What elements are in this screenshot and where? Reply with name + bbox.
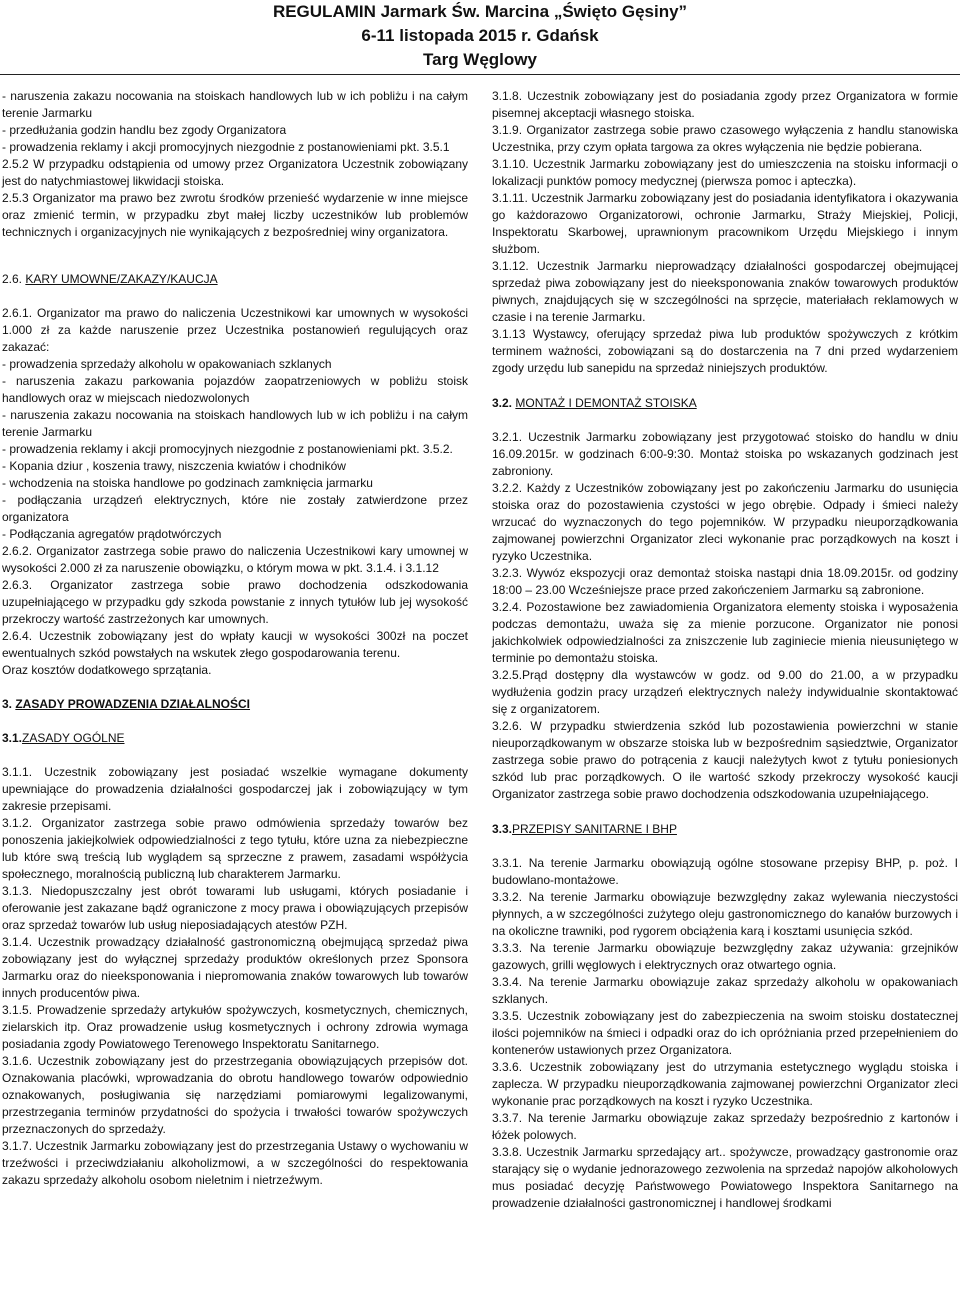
paragraph: - naruszenia zakazu nocowania na stoiskach handlowych lub w ich pobliżu i na całym terenie Jarmarku xyxy=(2,89,468,120)
section-heading-3-3 xyxy=(492,821,958,838)
paragraph: 3.2.4. Pozostawione bez zawiadomienia Organizatora elementy stoiska i wyposażenia podczas demontażu, uważa się za mienie porzucone. Organizator nie ponosi jakichkolwiek odpowiedzialności za zniszczenie lub zaginiecie mienia nieusuniętego w terminie po demontażu stoiska. xyxy=(492,600,958,665)
section-heading-2-6 xyxy=(2,271,468,288)
section-heading-3-2 xyxy=(492,395,958,412)
paragraph: 3.2.1. Uczestnik Jarmarku zobowiązany jest przygotować stoisko do handlu w dniu 16.09.2015r. w godzinach 6:00-9:30. Montaż stoiska po wskazanych godzinach jest zabroniony. xyxy=(492,430,958,478)
paragraph: 3.3.8. Uczestnik Jarmarku sprzedający art.. spożywcze, prowadzący gastronomie oraz starający się o wydanie jednorazowego zezwolenia na sprzedaż napojów alkoholowych mus posiadać decyzję Państwowego Powiatowego Inspektora Sanitarnego na prowadzenie działalności gastronomicznej i handlowej środkami xyxy=(492,1145,958,1210)
paragraph: 2.5.3 Organizator ma prawo bez zwrotu środków przenieść wydarzenie w inne miejsce oraz zmienić termin, w przypadku zbyt małej liczby uczestników lub problemów technicznych i organizacyjnych nie wynikających z bezpośredniej winy organizatora. xyxy=(2,191,468,239)
paragraph: 2.6.3. Organizator zastrzega sobie prawo dochodzenia odszkodowania uzupełniającego w przypadku gdy szkoda powstanie z innych tytułów lub jej wysokość przekroczy wartość zastrzeżonych kar umownych. xyxy=(2,578,468,626)
paragraph: 3.1.3. Niedopuszczalny jest obrót towarami lub usługami, których posiadanie i oferowanie jest zakazane bądź ograniczone z mocy prawa i obowiązujących przepisów oraz sprzedaż towarów lub usług nieposiadających atestów PZH. xyxy=(2,884,468,932)
paragraph: 3.1.1. Uczestnik zobowiązany jest posiadać wszelkie wymagane dokumenty upewniające do prowadzenia działalności gospodarczej jak i zobowiązujący w tym zakresie przepisami. xyxy=(2,765,468,813)
paragraph: 3.3.3. Na terenie Jarmarku obowiązuje bezwzględny zakaz używania: grzejników gazowych, grilli węglowych i elektrycznych oraz otwartego ognia. xyxy=(492,941,958,972)
paragraph: 2.6.4. Uczestnik zobowiązany jest do wpłaty kaucji w wysokości 300zł na poczet ewentualnych szkód powstałych na wskutek złego gospodarowania terenu. xyxy=(2,629,468,660)
paragraph: 3.1.4. Uczestnik prowadzący działalność gastronomiczną obejmującą sprzedaż piwa zobowiązany jest do wyłącznej sprzedaży produktów określonych przez Sponsora Jarmarku oraz do nieeksponowania i niepromowania znaków towarowych lub towarów innych producentów piwa. xyxy=(2,935,468,1000)
paragraph: 3.1.10. Uczestnik Jarmarku zobowiązany jest do umieszczenia na stoisku informacji o lokalizacji punktów pomocy medycznej (pierwsza pomoc i apteczka). xyxy=(492,157,958,188)
paragraph: 3.2.2. Każdy z Uczestników zobowiązany jest po zakończeniu Jarmarku do usunięcia stoiska oraz do pozostawienia czystości w jego obrębie. Odpady i śmieci należy wrzucać do wyznaczonych do tego pojemników. W przypadku nieuporządkowania zajmowanej powierzchni Organizator zleci wykonanie prac porządkowych na koszt i ryzyko Uczestnika. xyxy=(492,481,958,563)
document-title: REGULAMIN Jarmark Św. Marcina „Święto Gęsiny” xyxy=(272,2,688,21)
paragraph: 3.2.5.Prąd dostępny dla wystawców w godz. od 9.00 do 21.00, a w przypadku wydłużenia godzin pracy urządzeń elektrycznych należy indywidualnie skontaktować się z organizatorem. xyxy=(492,668,958,716)
right-column xyxy=(492,88,958,1212)
paragraph: 3.3.2. Na terenie Jarmarku obowiązuje bezwzględny zakaz wylewania nieczystości płynnych, a w szczególności zużytego oleju gastronomicznego do kanałów burzowych i na okoliczne trawniki, pod rygorem obciążenia karą i kosztami usunięcia szkód. xyxy=(492,890,958,938)
paragraph: 3.1.11. Uczestnik Jarmarku zobowiązany jest do posiadania identyfikatora i okazywania go każdorazowo Organizatorowi, ochronie Jarmarku, Straży Miejskiej, Policji, Inspektoratu Skarbowej, uprawnionym pracownikom Urzędu Miejskiego i innym służbom. xyxy=(492,191,958,256)
paragraph: 3.1.6. Uczestnik zobowiązany jest do przestrzegania obowiązujących przepisów dot. Oznakowania placówki, wprowadzania do obrotu handlowego towarów odpowiednio oznakowanych, posługiwania się narzędziami pomiarowymi legalizowanymi, przestrzegania terminów przydatności do spożycia i trwałości towarów spożywczych przeznaczonych do sprzedaży. xyxy=(2,1054,468,1136)
event-location: Targ Węglowy xyxy=(423,50,537,69)
paragraph: 3.3.5. Uczestnik zobowiązany jest do zabezpieczenia na swoim stoisku dostatecznej ilości pojemników na śmieci i odpadki oraz do ich opróżniania przed przepełnieniem do kontenerów ustawionych przez Organizatora. xyxy=(492,1009,958,1057)
paragraph: - prowadzenia reklamy i akcji promocyjnych niezgodnie z postanowieniami pkt. 3.5.1 xyxy=(2,140,450,154)
section-title: ZASADY OGÓLNE xyxy=(22,731,125,745)
section-number: 3.1. xyxy=(2,731,23,745)
section-heading-3 xyxy=(2,696,468,713)
paragraph: 3.1.12. Uczestnik Jarmarku nieprowadzący działalności gospodarczej obejmującej sprzedaż piwa zobowiązany jest do nieeksponowania znaków towarowych produktów piwnych, znajdujących się w szczególności na sprzęcie, materiałach reklamowych w czasie i na terenie Jarmarku. xyxy=(492,259,958,324)
paragraph: 3.1.2. Organizator zastrzega sobie prawo odmówienia sprzedaży towarów bez ponoszenia jakiejkolwiek odpowiedzialności z tego tytułu, które uzna za niebezpieczne lub które swą treścią lub wyglądem są sprzeczne z prawem, zasadami współżycia społecznego, moralnością publiczną lub charakterem Jarmarku. xyxy=(2,816,468,881)
list-item: - Kopania dziur , koszenia trawy, niszczenia kwiatów i chodników xyxy=(2,459,346,473)
section-number: 3.2. xyxy=(492,396,516,410)
section-number: 2.6. xyxy=(2,272,26,286)
paragraph: 3.3.6. Uczestnik zobowiązany jest do utrzymania estetycznego wyglądu stoiska i zaplecza. W przypadku nieuporządkowania zajmowanej powierzchni Organizator zleci wykonanie prac porządkowych na koszt i ryzyko Uczestnika. xyxy=(492,1060,958,1108)
paragraph: 3.3.4. Na terenie Jarmarku obowiązuje zakaz sprzedaży alkoholu w opakowaniach szklanych. xyxy=(492,975,958,1006)
list-item: - naruszenia zakazu nocowania na stoiskach handlowych lub w ich pobliżu i na całym terenie Jarmarku xyxy=(2,408,468,439)
document-header xyxy=(0,0,960,72)
section-title: MONTAŻ I DEMONTAŻ STOISKA xyxy=(515,396,697,410)
paragraph: 2.6.2. Organizator zastrzega sobie prawo do naliczenia Uczestnikowi kary umownej w wysokości 2.000 zł za naruszenie obowiązku, o którym mowa w pkt. 3.1.4. i 3.1.12 xyxy=(2,544,468,575)
list-item: - prowadzenia sprzedaży alkoholu w opakowaniach szklanych xyxy=(2,357,332,371)
list-item: - podłączania urządzeń elektrycznych, które nie zostały zatwierdzone przez organizatora xyxy=(2,493,468,524)
paragraph: Oraz kosztów dodatkowego sprzątania. xyxy=(2,663,212,677)
paragraph: 3.3.1. Na terenie Jarmarku obowiązują ogólne stosowane przepisy BHP, p. poż. I budowlano-montażowe. xyxy=(492,856,958,887)
list-item: - wchodzenia na stoiska handlowe po godzinach zamknięcia jarmarku xyxy=(2,476,373,490)
paragraph: 3.1.7. Uczestnik Jarmarku zobowiązany jest do przestrzegania Ustawy o wychowaniu w trzeźwości i przeciwdziałaniu alkoholizmowi, a w szczególności do respektowania zakazu sprzedaży alkoholu osobom nieletnim i nietrzeźwym. xyxy=(2,1139,468,1187)
list-item: - Podłączania agregatów prądotwórczych xyxy=(2,527,222,541)
left-column xyxy=(2,88,468,1189)
paragraph: 3.1.13 Wystawcy, oferujący sprzedaż piwa lub produktów spożywczych z krótkim terminem ważności, zobowiązani są do dostarczenia na 7 dni przed wydarzeniem zgody urzędu lub sanepidu na sprzedaż niniejszych produktów. xyxy=(492,327,958,375)
paragraph: 3.2.3. Wywóz ekspozycji oraz demontaż stoiska nastąpi dnia 18.09.2015r. od godziny 18:00 – 23.00 Wcześniejsze prace przed zakończeniem Jarmarku są zabronione. xyxy=(492,566,958,597)
paragraph: 3.1.8. Uczestnik zobowiązany jest do posiadania zgody przez Organizatora w formie pisemnej akceptacji własnego stoiska. xyxy=(492,89,958,120)
paragraph: 3.2.6. W przypadku stwierdzenia szkód lub pozostawienia powierzchni w stanie nieuporządkowanym w obszarze stoiska lub w bezpośrednim sąsiedztwie, Organizator zastrzega sobie prawo do potrącenia z kaucji należytych kwot z tytułu poniesionych szkód lub prac porządkowych. O ile wartość szkody przekroczy wysokość kaucji Organizator zastrzega sobie prawo dochodzenia odszkodowania uzupełniającego. xyxy=(492,719,958,801)
header-divider xyxy=(0,74,960,75)
section-number: 3.3. xyxy=(492,822,513,836)
paragraph: 3.3.7. Na terenie Jarmarku obowiązuje zakaz sprzedaży bezpośrednio z kartonów i łóżek polowych. xyxy=(492,1111,958,1142)
paragraph: - przedłużania godzin handlu bez zgody Organizatora xyxy=(2,123,287,137)
paragraph: 3.1.5. Prowadzenie sprzedaży artykułów spożywczych, kosmetycznych, chemicznych, zielarskich itp. Oraz prowadzenie usług kosmetycznych i ochrony zdrowia wymaga posiadania zgody Powiatowego Terenowego Inspektoratu Sanitarnego. xyxy=(2,1003,468,1051)
paragraph: 3.1.9. Organizator zastrzega sobie prawo czasowego wyłączenia z handlu stanowiska Uczestnika, przy czym opłata targowa za okres wyłączenia nie będzie pobierana. xyxy=(492,123,958,154)
paragraph: 2.5.2 W przypadku odstąpienia od umowy przez Organizatora Uczestnik zobowiązany jest do natychmiastowej likwidacji stoiska. xyxy=(2,157,468,188)
list-item: - naruszenia zakazu parkowania pojazdów zaopatrzeniowych w pobliżu stoisk handlowych oraz w miejscach niedozwolonych xyxy=(2,374,468,405)
section-number: 3. xyxy=(2,697,16,711)
section-heading-3-1 xyxy=(2,730,468,747)
event-dates: 6-11 listopada 2015 r. Gdańsk xyxy=(361,26,599,45)
list-item: - prowadzenia reklamy i akcji promocyjnych niezgodnie z postanowieniami pkt. 3.5.2. xyxy=(2,442,453,456)
paragraph: 2.6.1. Organizator ma prawo do naliczenia Uczestnikowi kar umownych w wysokości 1.000 zł za każde naruszenie przez Uczestnika postanowień regulujących oraz zakazać: xyxy=(2,306,468,354)
section-title: KARY UMOWNE/ZAKAZY/KAUCJA xyxy=(25,272,218,286)
section-title: PRZEPISY SANITARNE I BHP xyxy=(512,822,677,836)
section-title: ZASADY PROWADZENIA DZIAŁALNOŚCI xyxy=(15,697,251,711)
